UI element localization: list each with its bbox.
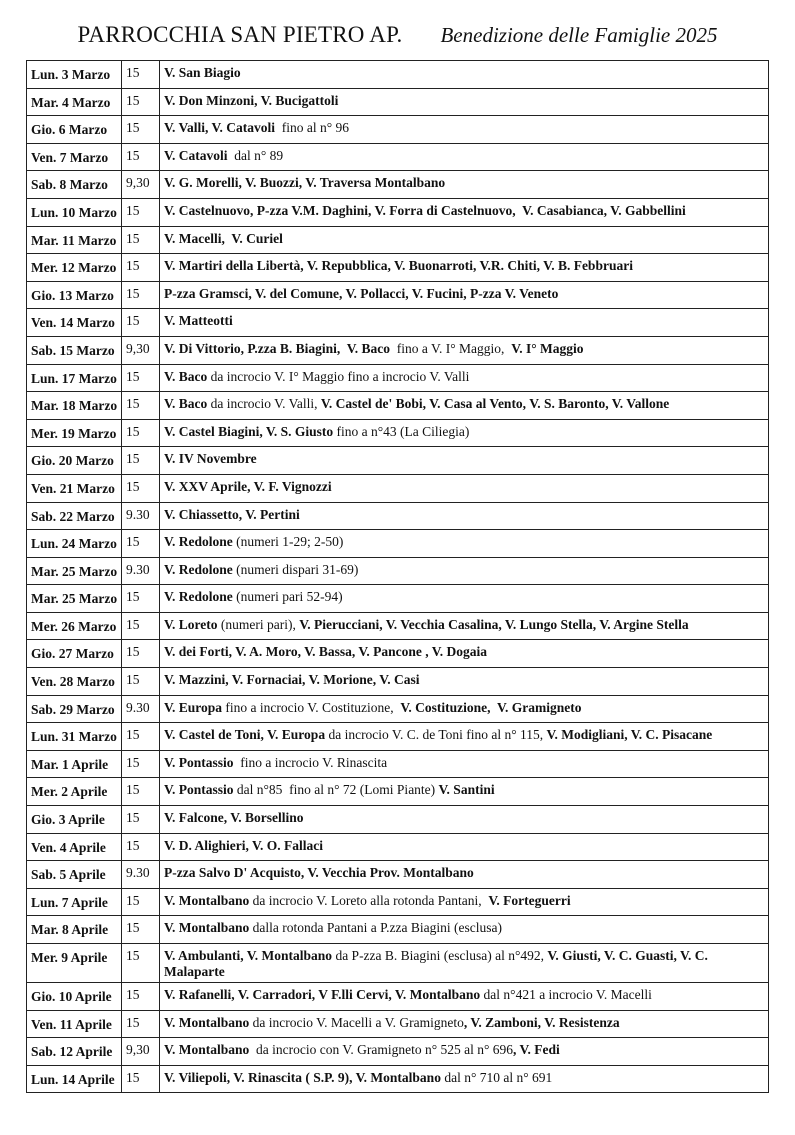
table-row xyxy=(27,806,769,834)
street-note: dal n°421 a incrocio V. Macelli xyxy=(480,987,652,1002)
street-name: V. Mazzini, V. Fornaciai, V. Morione, V. Casi xyxy=(164,672,420,688)
visit-streets xyxy=(160,419,769,447)
visit-time: 15 xyxy=(122,778,160,806)
street-name: V. Don Minzoni, V. Bucigattoli xyxy=(164,92,339,108)
street-name: V. D. Alighieri, V. O. Fallaci xyxy=(164,837,324,853)
street-note: da incrocio con V. Gramigneto n° 525 al n° 696 xyxy=(249,1042,514,1058)
visit-date: Lun. 24 Marzo xyxy=(27,530,122,558)
street-name: V. I° Maggio xyxy=(511,340,584,356)
visit-date: Mer. 2 Aprile xyxy=(27,778,122,806)
table-row xyxy=(27,668,769,696)
visit-time: 15 xyxy=(122,612,160,640)
visit-streets xyxy=(160,61,769,89)
visit-date: Gio. 13 Marzo xyxy=(27,281,122,309)
visit-streets xyxy=(160,750,769,778)
visit-time: 15 xyxy=(122,226,160,254)
table-row xyxy=(27,530,769,558)
street-name: V. Di Vittorio, P.zza B. Biagini, V. Baco xyxy=(164,340,391,356)
table-row xyxy=(27,226,769,254)
table-row xyxy=(27,1065,769,1093)
visit-streets xyxy=(160,474,769,502)
visit-streets xyxy=(160,1010,769,1038)
table-row xyxy=(27,695,769,723)
street-note: dal n° 710 al n° 691 xyxy=(440,1069,553,1085)
street-name: V. Castel de' Bobi, V. Casa al Vento, V. S. Baronto, V. Vallone xyxy=(320,396,670,412)
street-name: , V. Zamboni, V. Resistenza xyxy=(463,1014,620,1030)
street-note: fino al n° 96 xyxy=(275,120,350,136)
visit-date: Gio. 6 Marzo xyxy=(27,116,122,144)
street-name: V. dei Forti, V. A. Moro, V. Bassa, V. Pancone , V. Dogaia xyxy=(164,644,488,660)
visit-streets xyxy=(160,944,769,983)
visit-date: Mer. 12 Marzo xyxy=(27,254,122,282)
visit-streets xyxy=(160,171,769,199)
visit-streets xyxy=(160,116,769,144)
visit-date: Ven. 14 Marzo xyxy=(27,309,122,337)
street-note: (numeri pari 52-94) xyxy=(232,589,343,605)
visit-streets xyxy=(160,502,769,530)
visit-time: 15 xyxy=(122,447,160,475)
table-row xyxy=(27,254,769,282)
street-note: (numeri pari), xyxy=(217,616,300,632)
street-name: V. Valli, V. Catavoli xyxy=(164,120,276,136)
table-row xyxy=(27,1010,769,1038)
visit-date: Sab. 22 Marzo xyxy=(27,502,122,530)
table-row xyxy=(27,502,769,530)
visit-date: Gio. 27 Marzo xyxy=(27,640,122,668)
table-row xyxy=(27,640,769,668)
visit-time: 15 xyxy=(122,668,160,696)
table-row xyxy=(27,364,769,392)
street-name: V. Baco xyxy=(164,368,208,384)
street-name: V. Martiri della Libertà, V. Repubblica, V. Buonarroti, V.R. Chiti, V. B. Febbruari xyxy=(164,258,633,274)
visit-time: 9,30 xyxy=(122,336,160,364)
street-name: V. Macelli, V. Curiel xyxy=(164,230,283,246)
visit-streets xyxy=(160,640,769,668)
street-name: V. Catavoli xyxy=(164,147,228,163)
street-name: V. Montalbano xyxy=(164,1042,250,1058)
table-row xyxy=(27,309,769,337)
table-row xyxy=(27,419,769,447)
visit-time: 15 xyxy=(122,750,160,778)
street-name: V. Montalbano xyxy=(164,892,250,908)
visit-time: 15 xyxy=(122,309,160,337)
visit-date: Mer. 9 Aprile xyxy=(27,944,122,983)
table-row xyxy=(27,1038,769,1066)
visit-date: Lun. 14 Aprile xyxy=(27,1065,122,1093)
street-name: V. Pierucciani, V. Vecchia Casalina, V. Lungo Stella, V. Argine Stella xyxy=(299,616,689,632)
table-row xyxy=(27,336,769,364)
street-name: V. Costituzione, V. Gramigneto xyxy=(400,699,582,715)
visit-streets xyxy=(160,916,769,944)
visit-date: Lun. 10 Marzo xyxy=(27,198,122,226)
visit-time: 15 xyxy=(122,281,160,309)
street-name: V. Forteguerri xyxy=(488,892,571,908)
visit-time: 15 xyxy=(122,364,160,392)
street-note: dal n°85 fino al n° 72 (Lomi Piante) xyxy=(233,782,439,798)
visit-time: 15 xyxy=(122,1010,160,1038)
visit-date: Ven. 21 Marzo xyxy=(27,474,122,502)
visit-time: 15 xyxy=(122,474,160,502)
visit-time: 15 xyxy=(122,143,160,171)
visit-streets xyxy=(160,723,769,751)
visit-time: 15 xyxy=(122,806,160,834)
visit-date: Sab. 8 Marzo xyxy=(27,171,122,199)
street-name: V. Castel Biagini, V. S. Giusto xyxy=(164,423,334,439)
visit-time: 15 xyxy=(122,392,160,420)
visit-date: Mer. 19 Marzo xyxy=(27,419,122,447)
street-name: V. Ambulanti, V. Montalbano xyxy=(164,948,333,963)
table-row xyxy=(27,198,769,226)
visit-streets xyxy=(160,226,769,254)
visit-streets xyxy=(160,557,769,585)
visit-date: Lun. 17 Marzo xyxy=(27,364,122,392)
table-row xyxy=(27,612,769,640)
street-note: da incrocio V. Loreto alla rotonda Pantani, xyxy=(249,892,489,908)
table-row xyxy=(27,88,769,116)
visit-date: Ven. 11 Aprile xyxy=(27,1010,122,1038)
visit-streets xyxy=(160,198,769,226)
street-note: fino a incrocio V. Costituzione, xyxy=(222,699,401,715)
street-note: fino a V. I° Maggio, xyxy=(390,340,512,356)
street-note: da incrocio V. C. de Toni fino al n° 115, xyxy=(325,727,547,743)
visit-time: 15 xyxy=(122,983,160,1011)
table-row xyxy=(27,557,769,585)
table-row xyxy=(27,392,769,420)
visit-date: Ven. 7 Marzo xyxy=(27,143,122,171)
table-row xyxy=(27,861,769,889)
visit-time: 15 xyxy=(122,88,160,116)
street-name: V. G. Morelli, V. Buozzi, V. Traversa Montalbano xyxy=(164,175,446,191)
visit-streets xyxy=(160,392,769,420)
street-name: V. Santini xyxy=(438,782,495,798)
street-name: , V. Fedi xyxy=(513,1042,560,1058)
street-note: da incrocio V. Macelli a V. Gramigneto xyxy=(249,1014,464,1030)
street-name: P-zza Gramsci, V. del Comune, V. Pollacci, V. Fucini, P-zza V. Veneto xyxy=(164,285,559,301)
visit-date: Mar. 4 Marzo xyxy=(27,88,122,116)
visit-date: Sab. 15 Marzo xyxy=(27,336,122,364)
street-note: da P-zza B. Biagini (esclusa) al n°492, xyxy=(332,948,548,963)
street-name: V. Chiassetto, V. Pertini xyxy=(164,506,300,522)
street-name: V. Falcone, V. Borsellino xyxy=(164,810,304,826)
visit-streets xyxy=(160,833,769,861)
visit-date: Gio. 10 Aprile xyxy=(27,983,122,1011)
visit-date: Lun. 31 Marzo xyxy=(27,723,122,751)
street-name: V. Rafanelli, V. Carradori, V F.lli Cervi, V. Montalbano xyxy=(164,987,481,1002)
table-row xyxy=(27,61,769,89)
visit-time: 15 xyxy=(122,1065,160,1093)
visit-streets xyxy=(160,1065,769,1093)
table-row xyxy=(27,281,769,309)
visit-time: 15 xyxy=(122,198,160,226)
street-name: V. Castel de Toni, V. Europa xyxy=(164,727,326,743)
visit-time: 15 xyxy=(122,723,160,751)
street-name: P-zza Salvo D' Acquisto, V. Vecchia Prov. Montalbano xyxy=(164,865,474,881)
street-name: V. Redolone xyxy=(164,589,233,605)
visit-streets xyxy=(160,983,769,1011)
visit-date: Gio. 3 Aprile xyxy=(27,806,122,834)
parish-name: PARROCCHIA SAN PIETRO AP. xyxy=(77,22,403,47)
street-note: fino a n°43 (La Ciliegia) xyxy=(333,423,470,439)
visit-streets xyxy=(160,806,769,834)
visit-time: 9.30 xyxy=(122,695,160,723)
visit-time: 15 xyxy=(122,116,160,144)
street-name: V. Pontassio xyxy=(164,782,234,798)
visit-streets xyxy=(160,143,769,171)
table-row xyxy=(27,983,769,1011)
visit-date: Sab. 5 Aprile xyxy=(27,861,122,889)
visit-streets xyxy=(160,668,769,696)
visit-time: 15 xyxy=(122,254,160,282)
table-row xyxy=(27,944,769,983)
visit-time: 15 xyxy=(122,61,160,89)
street-name: V. XXV Aprile, V. F. Vignozzi xyxy=(164,478,332,494)
table-row xyxy=(27,888,769,916)
visit-streets xyxy=(160,861,769,889)
visit-streets xyxy=(160,336,769,364)
table-row xyxy=(27,474,769,502)
visit-time: 15 xyxy=(122,640,160,668)
visit-date: Lun. 3 Marzo xyxy=(27,61,122,89)
visit-streets xyxy=(160,88,769,116)
visit-date: Ven. 28 Marzo xyxy=(27,668,122,696)
street-note: (numeri dispari 31-69) xyxy=(232,561,359,577)
street-note: fino a incrocio V. Rinascita xyxy=(233,754,388,770)
table-row xyxy=(27,171,769,199)
street-name: V. Montalbano xyxy=(164,920,250,936)
street-name: V. Pontassio xyxy=(164,754,234,770)
visit-date: Mar. 25 Marzo xyxy=(27,557,122,585)
schedule-table xyxy=(26,60,769,1093)
table-row xyxy=(27,585,769,613)
visit-streets xyxy=(160,888,769,916)
street-name: V. Redolone xyxy=(164,561,233,577)
visit-streets xyxy=(160,530,769,558)
visit-date: Mar. 18 Marzo xyxy=(27,392,122,420)
table-row xyxy=(27,116,769,144)
visit-streets xyxy=(160,695,769,723)
visit-time: 9.30 xyxy=(122,557,160,585)
visit-date: Sab. 29 Marzo xyxy=(27,695,122,723)
table-row xyxy=(27,750,769,778)
street-name: V. San Biagio xyxy=(164,65,241,80)
street-name: V. Viliepoli, V. Rinascita ( S.P. 9), V. Montalbano xyxy=(164,1069,441,1085)
visit-time: 15 xyxy=(122,888,160,916)
visit-streets xyxy=(160,254,769,282)
street-name: V. Castelnuovo, P-zza V.M. Daghini, V. Forra di Castelnuovo, V. Casabianca, V. Gabbellini xyxy=(164,202,686,218)
street-name: V. Loreto xyxy=(164,616,218,632)
street-note: (numeri 1-29; 2-50) xyxy=(232,534,344,550)
street-name: V. Modigliani, V. C. Pisacane xyxy=(546,727,713,743)
street-name: V. IV Novembre xyxy=(164,451,257,467)
street-note: dal n° 89 xyxy=(227,147,284,163)
visit-streets xyxy=(160,309,769,337)
visit-streets xyxy=(160,364,769,392)
visit-date: Ven. 4 Aprile xyxy=(27,833,122,861)
visit-date: Sab. 12 Aprile xyxy=(27,1038,122,1066)
table-row xyxy=(27,778,769,806)
street-name: V. Europa xyxy=(164,699,223,715)
visit-date: Mer. 26 Marzo xyxy=(27,612,122,640)
visit-date: Mar. 1 Aprile xyxy=(27,750,122,778)
street-note: da incrocio V. Valli, xyxy=(207,396,321,412)
schedule-body xyxy=(27,61,769,1093)
visit-time: 15 xyxy=(122,916,160,944)
visit-streets xyxy=(160,1038,769,1066)
table-row xyxy=(27,916,769,944)
visit-streets xyxy=(160,612,769,640)
visit-time: 15 xyxy=(122,419,160,447)
visit-date: Gio. 20 Marzo xyxy=(27,447,122,475)
visit-time: 15 xyxy=(122,833,160,861)
visit-streets xyxy=(160,281,769,309)
table-row xyxy=(27,723,769,751)
street-name: V. Montalbano xyxy=(164,1014,250,1030)
visit-date: Lun. 7 Aprile xyxy=(27,888,122,916)
street-note: da incrocio V. I° Maggio fino a incrocio V. Valli xyxy=(207,368,470,384)
street-name: V. Giusti, V. C. Guasti, V. C. Malaparte xyxy=(164,948,712,979)
table-row xyxy=(27,143,769,171)
street-name: V. Baco xyxy=(164,396,208,412)
visit-time: 15 xyxy=(122,585,160,613)
visit-time: 15 xyxy=(122,944,160,983)
visit-date: Mar. 25 Marzo xyxy=(27,585,122,613)
document-header xyxy=(0,22,795,48)
visit-time: 9,30 xyxy=(122,171,160,199)
visit-time: 9.30 xyxy=(122,861,160,889)
visit-time: 9.30 xyxy=(122,502,160,530)
visit-streets xyxy=(160,585,769,613)
street-name: V. Matteotti xyxy=(164,313,233,329)
visit-date: Mar. 11 Marzo xyxy=(27,226,122,254)
document-subtitle: Benedizione delle Famiglie 2025 xyxy=(440,23,718,47)
visit-date: Mar. 8 Aprile xyxy=(27,916,122,944)
street-note: dalla rotonda Pantani a P.zza Biagini (esclusa) xyxy=(249,920,502,936)
visit-time: 15 xyxy=(122,530,160,558)
street-name: V. Redolone xyxy=(164,534,233,550)
table-row xyxy=(27,447,769,475)
visit-streets xyxy=(160,778,769,806)
visit-streets xyxy=(160,447,769,475)
visit-time: 9,30 xyxy=(122,1038,160,1066)
table-row xyxy=(27,833,769,861)
